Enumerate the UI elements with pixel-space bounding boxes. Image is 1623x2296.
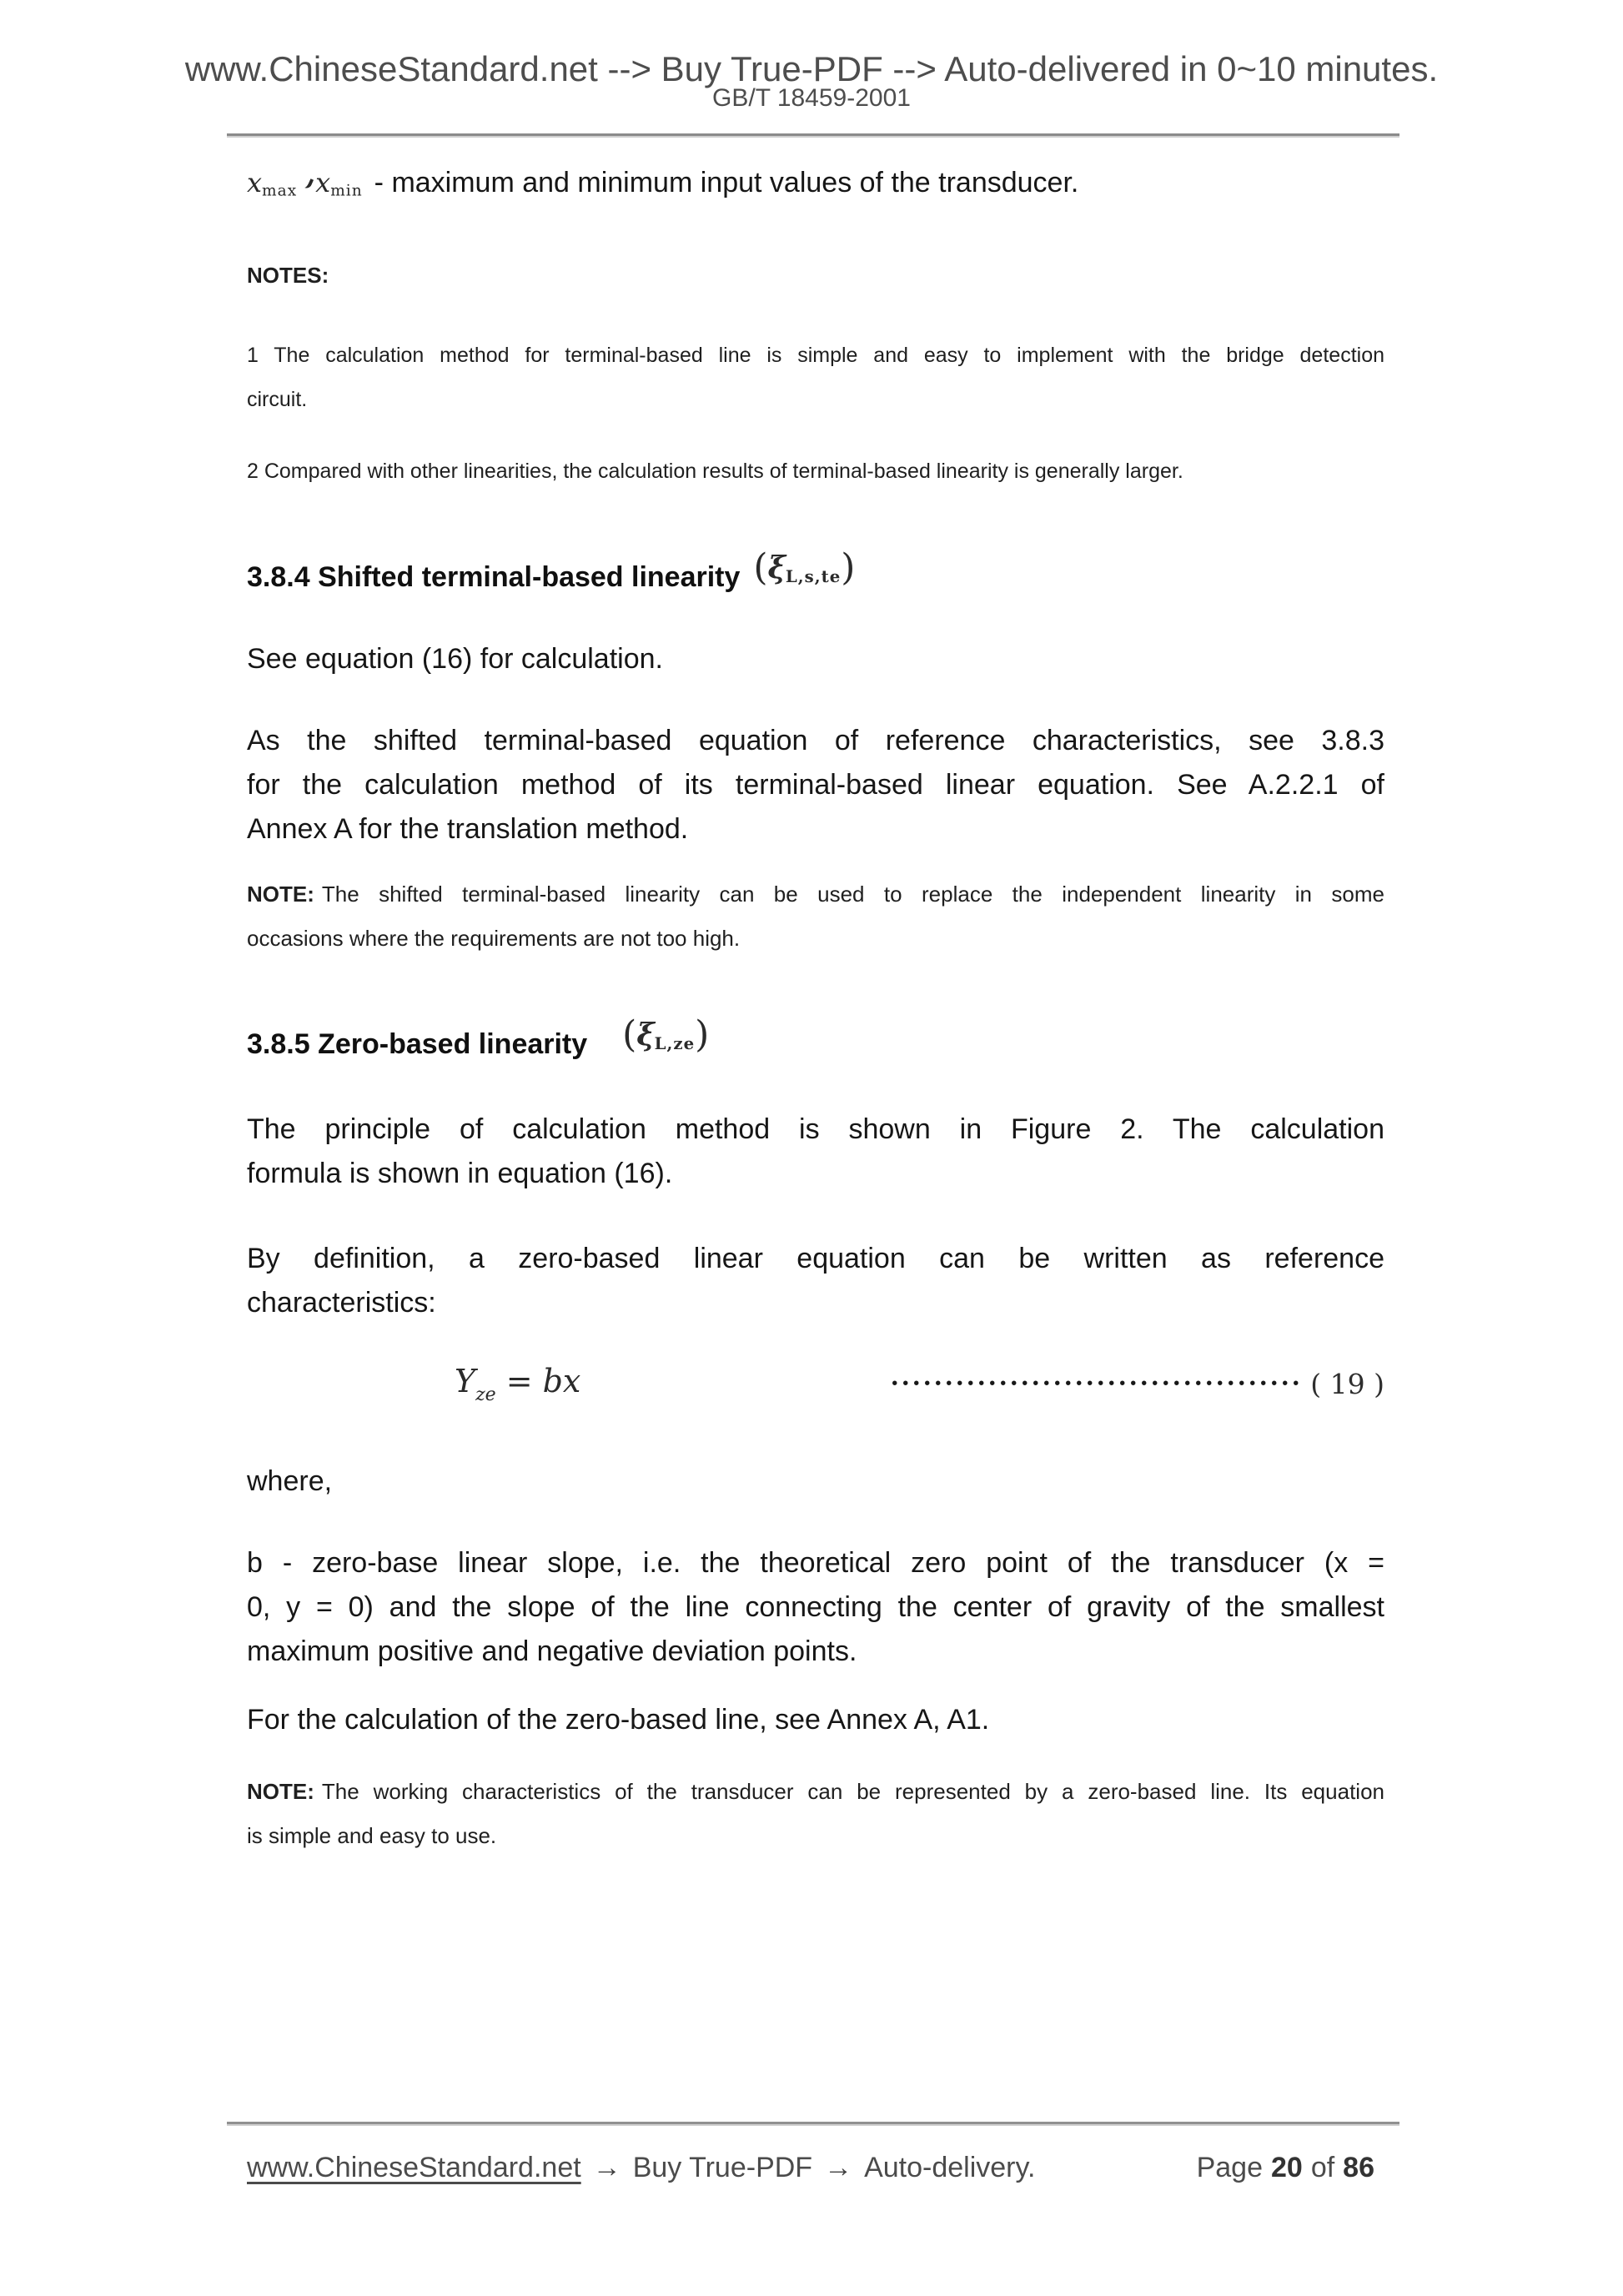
equals-sign: =	[505, 1362, 533, 1399]
xi-symbol: ξ	[636, 1017, 655, 1053]
footer-site-link[interactable]: www.ChineseStandard.net	[247, 2152, 581, 2183]
definition-text: - maximum and minimum input values of the transducer.	[374, 167, 1079, 198]
paragraph-see-equation-16: See equation (16) for calculation.	[247, 643, 663, 675]
page-label: Page	[1196, 2152, 1263, 2183]
paragraph-line: 0, y = 0) and the slope of the line connecting the center of gravity of the smallest	[247, 1591, 1384, 1623]
math-var-x1: x	[247, 167, 263, 198]
paragraph-line: The principle of calculation method is shown in Figure 2. The calculation	[247, 1113, 1384, 1145]
footer-buy-text: Buy True-PDF	[632, 2152, 813, 2183]
header-rule	[227, 133, 1399, 138]
section-heading-3-8-5	[247, 1013, 1384, 1075]
arrow-right-icon: →	[592, 2152, 621, 2183]
equation-lhs: Y	[455, 1362, 476, 1399]
ideographic-comma-icon	[299, 175, 313, 193]
equation-dot-leader: ••••••••••••••••••••••••••••••••••••••	[892, 1374, 1304, 1393]
paragraph-line: characteristics:	[247, 1287, 436, 1319]
paragraph-shifted-terminal	[247, 719, 1384, 852]
page-total: 86	[1343, 2152, 1374, 2183]
xi-symbol: ξ	[767, 550, 786, 585]
paragraph-line: As the shifted terminal-based equation of reference characteristics, see 3.8.3	[247, 725, 1384, 756]
equation-19	[247, 1356, 1384, 1411]
math-sub-max: max	[262, 182, 298, 200]
paren-close: )	[695, 1013, 710, 1056]
note-text: The working characteristics of the transducer can be represented by a zero-based line. Its equation	[321, 1779, 1384, 1804]
paragraph-line: maximum positive and negative deviation points.	[247, 1635, 857, 1667]
footer-delivery-text: Auto-delivery.	[864, 2152, 1036, 2183]
note-text: The shifted terminal-based linearity can be used to replace the independent linearity in some	[321, 882, 1384, 907]
paren-close: )	[841, 546, 856, 589]
math-var-x2: x	[315, 167, 331, 198]
xi-subscript: L,ze	[654, 1032, 696, 1053]
paren-open: (	[753, 546, 768, 589]
heading-3-8-4-title: 3.8.4 Shifted terminal-based linearity	[247, 561, 741, 593]
note-line-2: occasions where the requirements are not too high.	[247, 926, 741, 951]
page-of-label: of	[1310, 2152, 1335, 2183]
paragraph-where: where,	[247, 1465, 333, 1497]
math-xi-zero-based	[622, 1012, 709, 1067]
note-line-1	[247, 1770, 1384, 1814]
xi-subscript: L,s,te	[785, 565, 842, 586]
note-1-line-1: 1 The calculation method for terminal-based line is simple and easy to implement with the bridge detection	[247, 344, 1384, 367]
math-xi-shifted-terminal	[753, 545, 855, 600]
paragraph-by-definition	[247, 1237, 1384, 1325]
paragraph-for-calculation: For the calculation of the zero-based line, see Annex A, A1.	[247, 1704, 990, 1736]
page-indicator	[1188, 2147, 1374, 2188]
header-standard-number: GB/T 18459-2001	[712, 84, 911, 112]
paragraph-line: By definition, a zero-based linear equation can be written as reference	[247, 1243, 1384, 1274]
note-zero-based	[247, 1770, 1384, 1858]
paragraph-b-definition	[247, 1541, 1384, 1674]
note-line-1	[247, 872, 1384, 917]
footer-rule	[227, 2122, 1399, 2126]
note-label: NOTE:	[247, 882, 314, 907]
equation-rhs: bx	[542, 1362, 581, 1399]
header-banner-text: www.ChineseStandard.net --> Buy True-PDF --> Auto-delivered in 0~10 minutes.	[184, 49, 1439, 88]
definition-xmax-xmin	[247, 161, 1384, 214]
section-heading-3-8-4	[247, 546, 1384, 608]
math-sub-min: min	[330, 182, 363, 200]
notes-heading: NOTES:	[247, 263, 329, 288]
equation-formula	[455, 1363, 580, 1405]
arrow-right-icon: →	[824, 2152, 853, 2183]
paragraph-line: b - zero-base linear slope, i.e. the theoretical zero point of the transducer (x =	[247, 1547, 1384, 1579]
paren-open: (	[622, 1013, 637, 1056]
paragraph-principle	[247, 1108, 1384, 1196]
paragraph-line: formula is shown in equation (16).	[247, 1158, 673, 1189]
note-1-line-2: circuit.	[247, 388, 308, 411]
page-current: 20	[1270, 2152, 1303, 2183]
equation-lhs-subscript: ze	[475, 1384, 496, 1405]
note-label: NOTE:	[247, 1779, 314, 1804]
heading-3-8-5-title: 3.8.5 Zero-based linearity	[247, 1028, 588, 1060]
note-2: 2 Compared with other linearities, the calculation results of terminal-based linearity is generally larger.	[247, 460, 1183, 483]
paragraph-line: Annex A for the translation method.	[247, 813, 689, 845]
math-xmax-xmin	[247, 167, 363, 198]
page-footer	[247, 2147, 1374, 2188]
note-1	[247, 334, 1384, 422]
paragraph-line: for the calculation method of its terminal-based linear equation. See A.2.2.1 of	[247, 769, 1384, 801]
note-shifted-linearity	[247, 872, 1384, 961]
note-line-2: is simple and easy to use.	[247, 1823, 497, 1848]
equation-number: ( 19 )	[1310, 1367, 1384, 1400]
